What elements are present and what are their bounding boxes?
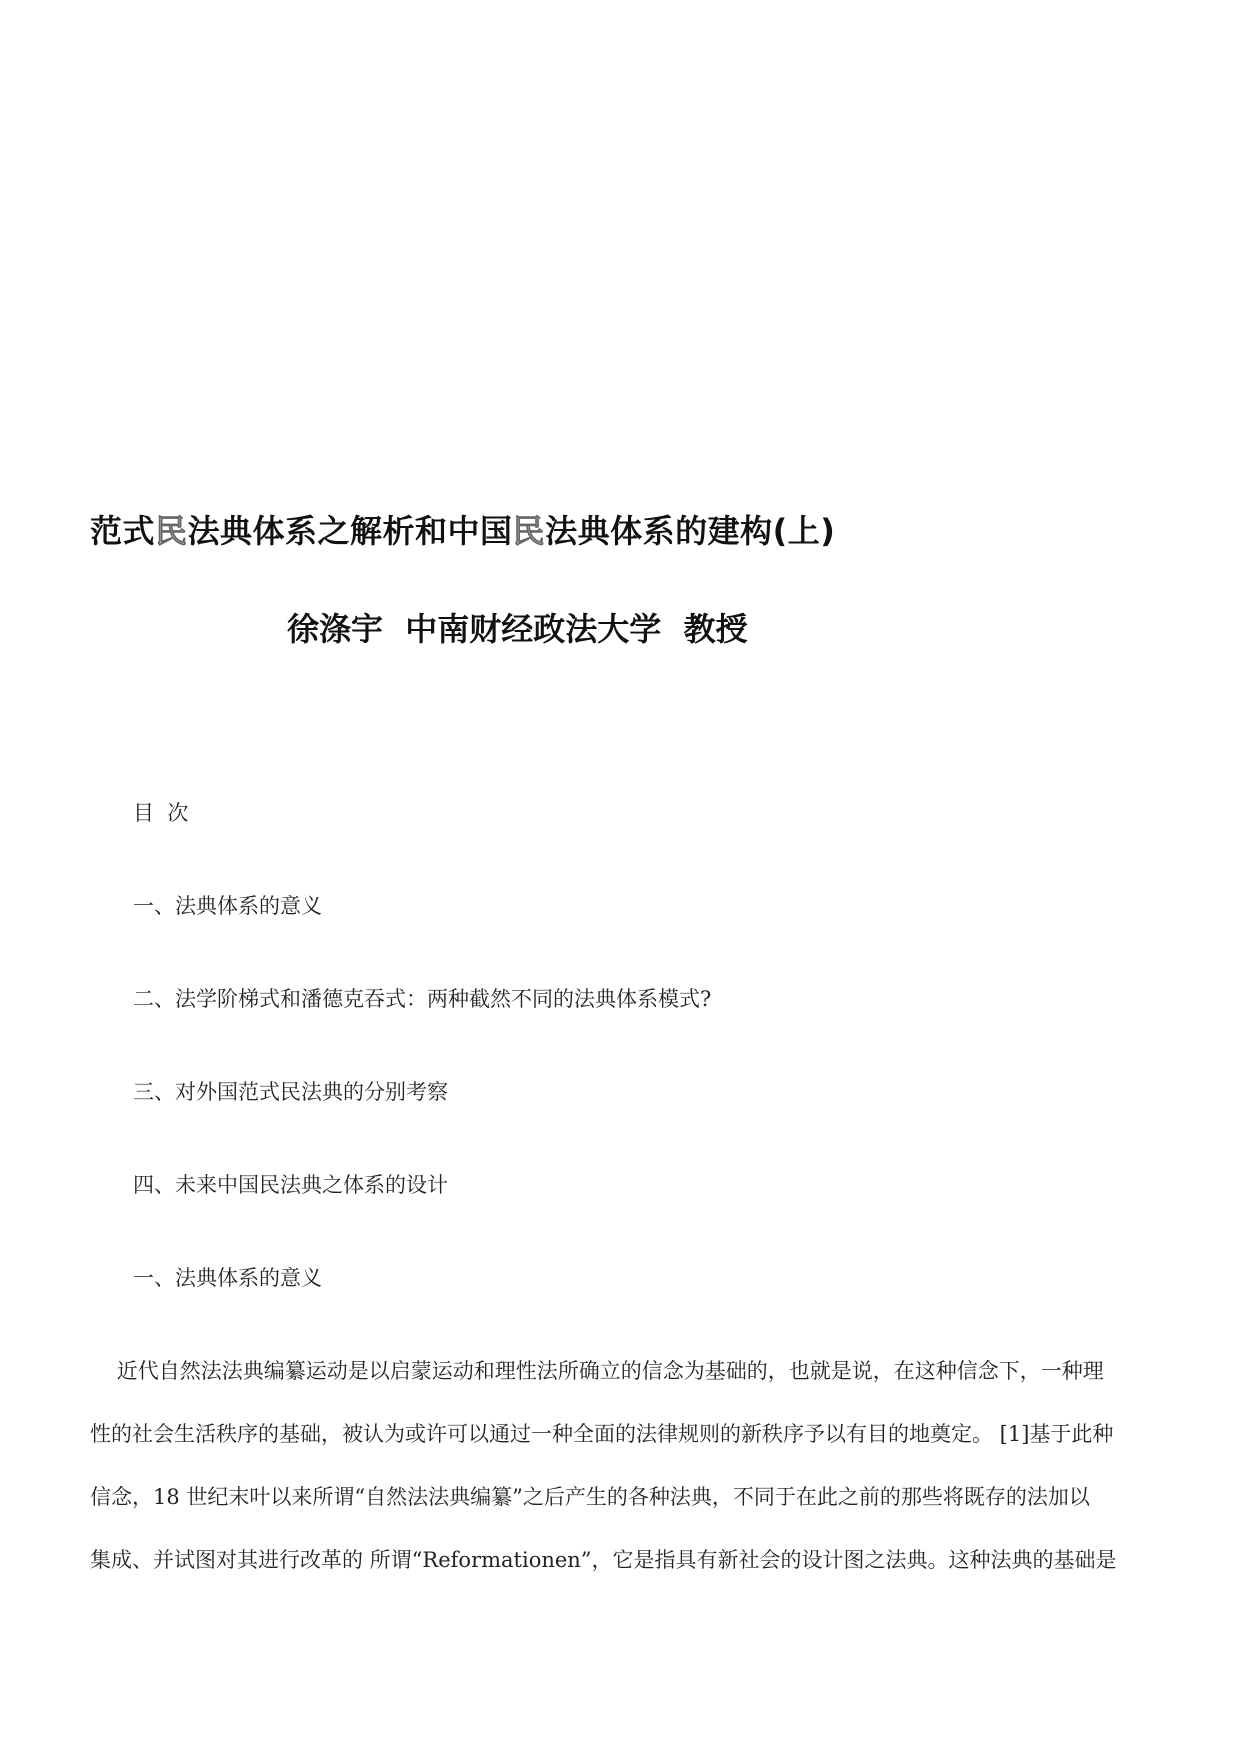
toc-item-1: 一、法典体系的意义 [133, 894, 322, 918]
section-heading: 一、法典体系的意义 [133, 1266, 322, 1290]
toc-item-2: 二、法学阶梯式和潘德克吞式：两种截然不同的法典体系模式? [133, 987, 712, 1011]
toc-item-4: 四、未来中国民法典之体系的设计 [133, 1173, 448, 1197]
document-title [90, 506, 835, 552]
body-line-4: 集成、并试图对其进行改革的 所谓“Reformationen”，它是指具有新社会的设计图之法典。这种法典的基础是 [90, 1548, 1117, 1572]
title-part-2: 法典体系之解析和中国 [187, 512, 513, 550]
body-line-3: 信念，18 世纪末叶以来所谓“自然法法典编纂”之后产生的各种法典，不同于在此之前的那些将既存的法加以 [90, 1485, 1090, 1509]
title-highlight-2: 民 [512, 512, 546, 550]
title-highlight-1: 民 [155, 512, 188, 550]
toc-heading: 目 次 [133, 801, 189, 825]
title-part-3: 法典体系的建构(上) [545, 512, 836, 550]
toc-item-3: 三、对外国范式民法典的分别考察 [133, 1080, 448, 1104]
body-line-2: 性的社会生活秩序的基础，被认为或许可以通过一种全面的法律规则的新秩序予以有目的地奠定。 [1]基于此种 [90, 1422, 1114, 1446]
body-line-1: 近代自然法法典编纂运动是以启蒙运动和理性法所确立的信念为基础的，也就是说，在这种信念下，一种理 [90, 1359, 1104, 1383]
author-line: 徐涤宇 中南财经政法大学 教授 [287, 610, 748, 648]
title-part-1: 范式 [90, 512, 156, 550]
